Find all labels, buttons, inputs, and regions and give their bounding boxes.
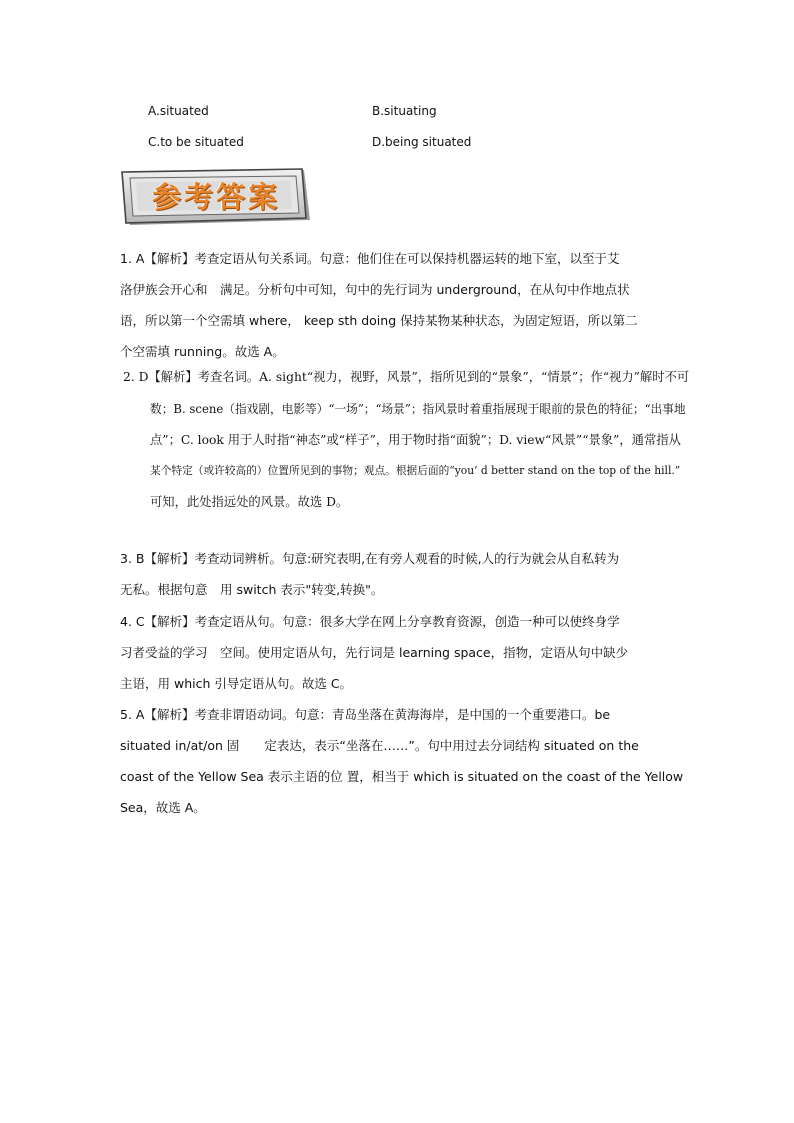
banner-text: 参考答案 — [151, 180, 280, 214]
answer-2-line-2: 数；B. scene（指戏剧，电影等）“一场”；“场景”；指风景时着重指展现于眼前的景色的特征；“出事地 — [150, 402, 686, 416]
answer-1-line-2: 洛伊族会开心和 满足。分析句中可知，句中的先行词为 underground，在从句中作地点状 — [120, 282, 630, 297]
option-c: C.to be situated — [148, 135, 244, 149]
answer-5-line-4: Sea，故选 A。 — [120, 800, 206, 815]
answer-1-line-1: 1. A【解析】考查定语从句关系词。句意：他们住在可以保持机器运转的地下室，以至于艾 — [120, 251, 620, 266]
answer-4-line-3: 主语，用 which 引导定语从句。故选 C。 — [120, 676, 353, 691]
answer-4-line-1: 4. C【解析】考查定语从句。句意：很多大学在网上分享教育资源，创造一种可以使终身学 — [120, 614, 620, 629]
answer-3-line-1: 3. B【解析】考查动词辨析。句意:研究表明,在有旁人观看的时候,人的行为就会从自私转为 — [120, 551, 620, 566]
answer-2-line-3: 点”；C. look 用于人时指“神态”或“样子”，用于物时指“面貌”；D. view“风景”“景象”，通常指从 — [150, 433, 681, 447]
answer-2-line-4: 某个特定（或许较高的）位置所见到的事物；观点。根据后面的“you’ d better stand on the top of the hill.” — [150, 464, 681, 477]
option-a: A.situated — [148, 104, 209, 118]
option-b: B.situating — [372, 104, 437, 118]
answer-5-line-2: situated in/at/on 固 定表达，表示“坐落在……”。句中用过去分词结构 situated on the — [120, 738, 639, 753]
answer-1-line-4: 个空需填 running。故选 A。 — [120, 344, 285, 359]
answer-5-line-1: 5. A【解析】考查非谓语动词。句意：青岛坐落在黄海海岸，是中国的一个重要港口。be — [120, 707, 611, 722]
option-d: D.being situated — [372, 135, 472, 149]
answer-2-line-1: 2. D【解析】考查名词。A. sight“视力，视野，风景”，指所见到的“景象”，“情景”；作“视力”解时不可 — [123, 370, 690, 384]
answer-3-line-2: 无私。根据句意 用 switch 表示"转变,转换"。 — [120, 582, 384, 597]
answer-5-line-3: coast of the Yellow Sea 表示主语的位 置，相当于 which is situated on the coast of the Yellow — [120, 769, 684, 784]
answer-4-line-2: 习者受益的学习 空间。使用定语从句，先行词是 learning space，指物，定语从句中缺少 — [120, 645, 629, 660]
answer-2-line-5: 可知，此处指远处的风景。故选 D。 — [150, 495, 349, 509]
answer-1-line-3: 语，所以第一个空需填 where， keep sth doing 保持某物某种状态，为固定短语，所以第二 — [120, 313, 638, 328]
reference-answer-banner — [120, 168, 312, 228]
